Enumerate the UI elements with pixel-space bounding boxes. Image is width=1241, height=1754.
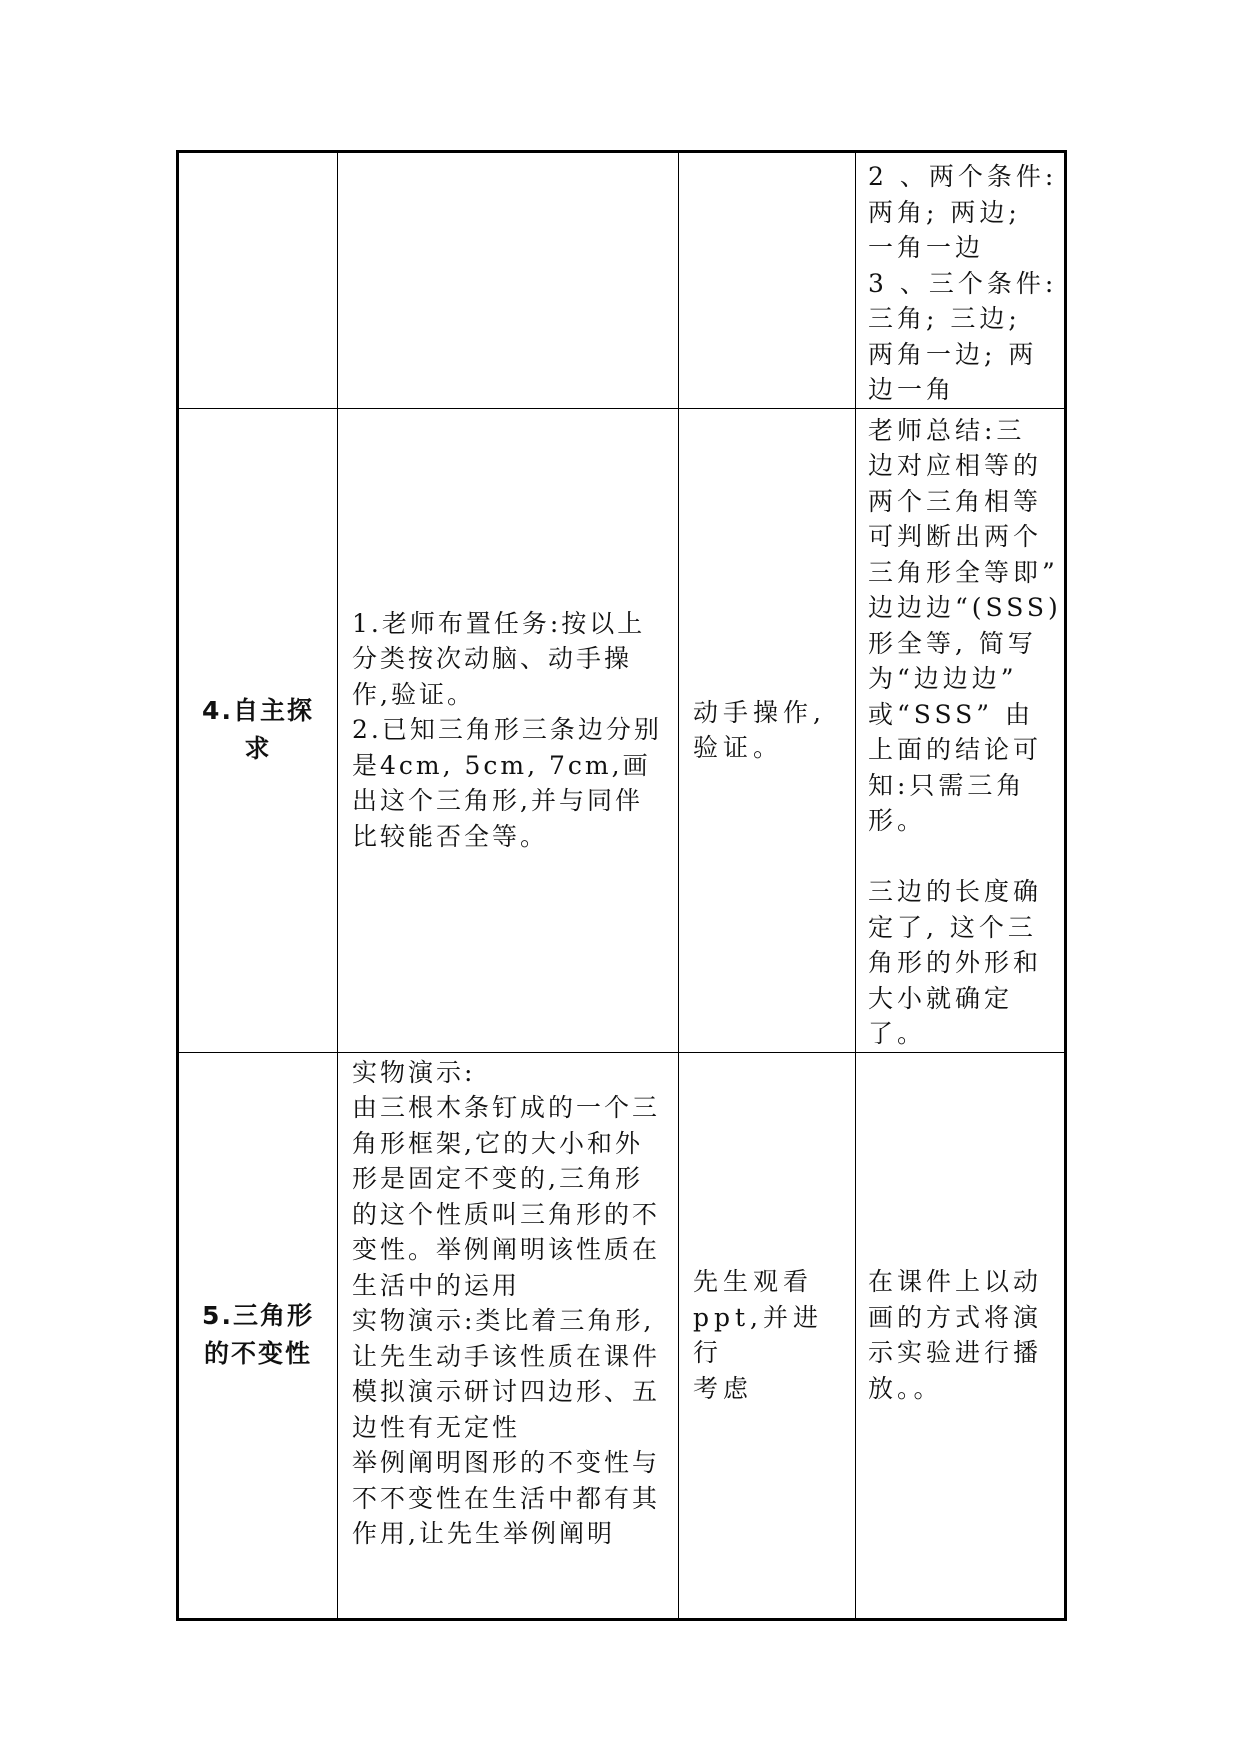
student-activity-text: 动手操作, 验证。 (693, 697, 826, 762)
stage-cell (178, 152, 338, 409)
student-activity-cell (679, 1052, 856, 1619)
student-activity-cell (679, 152, 856, 409)
table-row (178, 1052, 1066, 1619)
design-intent-cell (856, 1052, 1066, 1619)
design-intent-text: 老师总结:三 边对应相等的 两个三角相等 可判断出两个 三角形全等即” 边边边“(SSS) 形全等, 简写 为“边边边” 或“SSS” 由 上面的结论可 知:只需三角 形。 三边的长度确 定了, 这个三 角形的外形和 大小就确定了。 (868, 415, 1062, 1048)
design-intent-text: 2 、两个条件: 两角; 两边; 一角一边 3 、三个条件: 三角; 三边; 两角一边; 两 边一角 (868, 162, 1058, 404)
student-activity-text: 先生观看 ppt,并进行 考虑 (693, 1267, 824, 1403)
teacher-activity-cell (338, 152, 679, 409)
design-intent-text: 在课件上以动 画的方式将演 示实验进行播 放。。 (868, 1267, 1043, 1403)
stage-cell (178, 1052, 338, 1619)
teacher-activity-text: 1.老师布置任务:按以上分类按次动脑、动手操作,验证。 2.已知三角形三条边分别是4cm, 5cm, 7cm,画出这个三角形,并与同伴比较能否全等。 (352, 608, 662, 851)
design-intent-cell (856, 408, 1066, 1052)
stage-label: 4.自主探求 (202, 696, 314, 763)
table-row (178, 408, 1066, 1052)
lesson-plan-table (176, 150, 1067, 1621)
design-intent-cell (856, 152, 1066, 409)
table-row (178, 152, 1066, 409)
stage-cell (178, 408, 338, 1052)
stage-label: 5.三角形的不变性 (202, 1301, 314, 1368)
teacher-activity-cell (338, 408, 679, 1052)
student-activity-cell (679, 408, 856, 1052)
teacher-activity-cell (338, 1052, 679, 1619)
teacher-activity-text: 实物演示: 由三根木条钉成的一个三角形框架,它的大小和外形是固定不变的,三角形的这个性质叫三角形的不变性。举例阐明该性质在生活中的运用 实物演示:类比着三角形,让先生动手该性质在课件模拟演示研讨四边形、五边性有无定性 举例阐明图形的不变性与不不变性在生活中都有其作用,让先生举例阐明 (352, 1057, 661, 1548)
